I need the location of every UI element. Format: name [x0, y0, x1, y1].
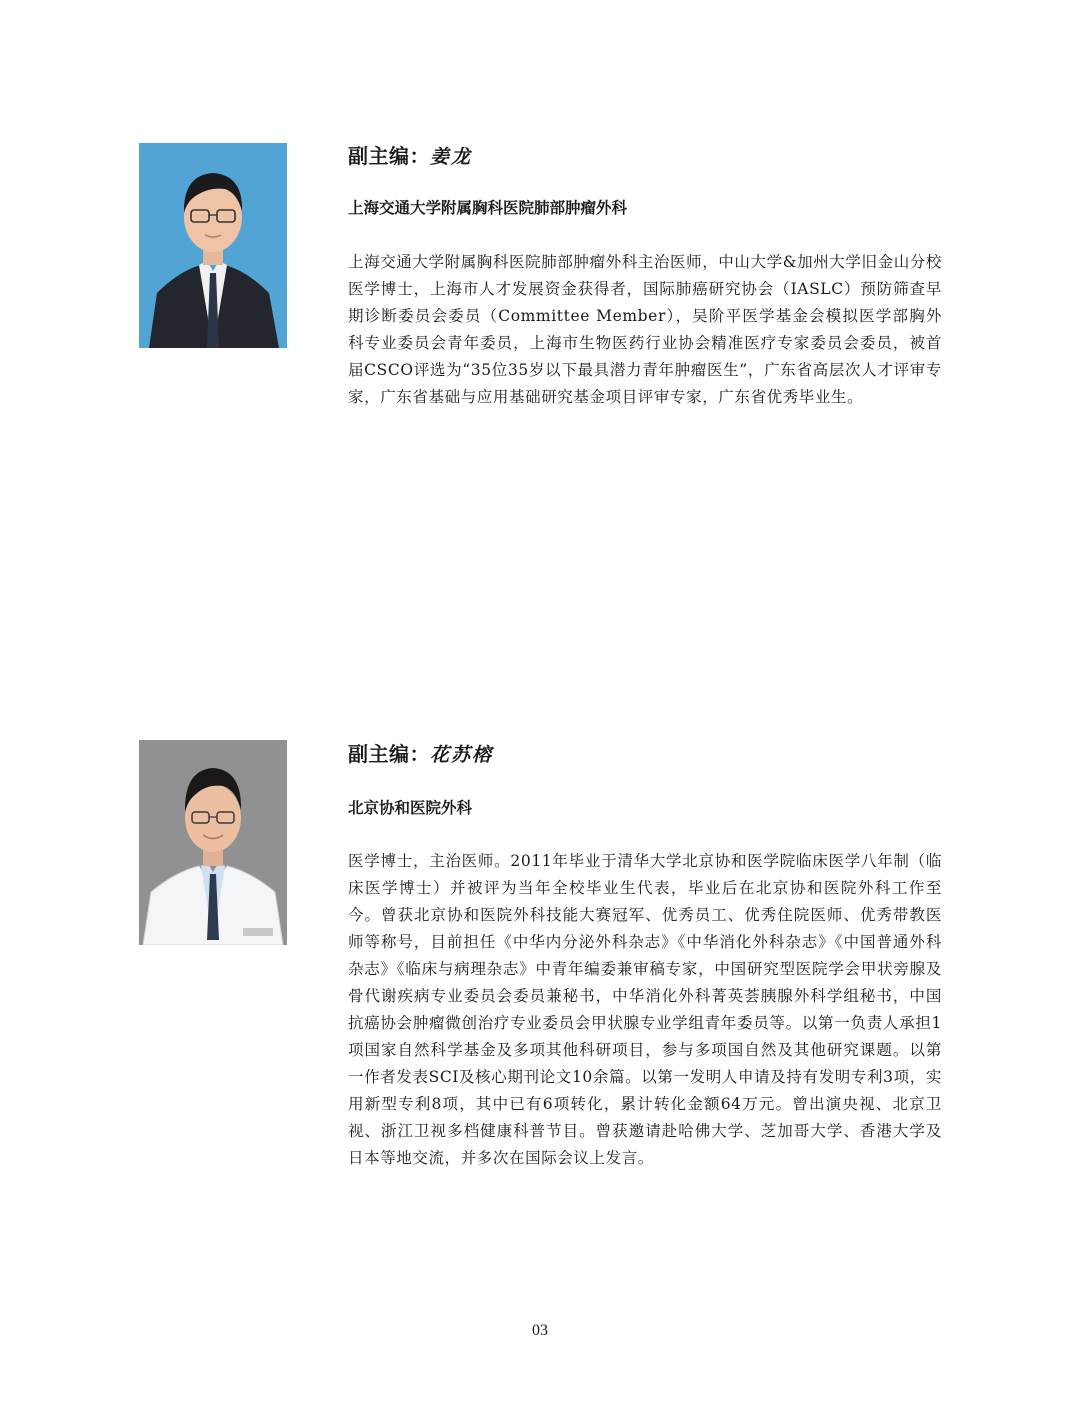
role-heading [348, 140, 472, 169]
role-heading [348, 738, 493, 767]
person-name: 花苏榕 [430, 744, 494, 766]
portrait-photo [139, 740, 287, 945]
biography-text: 上海交通大学附属胸科医院肺部肿瘤外科主治医师，中山大学&加州大学旧金山分校医学博士，上海市人才发展资金获得者，国际肺癌研究协会（IASLC）预防筛查早期诊断委员会委员（Committee Member），吴阶平医学基金会模拟医学部胸外科专业委员会青年委员，上海市生物医药行业协会精准医疗专家委员会委员，被首届CSCO评选为“35位35岁以下最具潜力青年肿瘤医生”，广东省高层次人才评审专家，广东省基础与应用基础研究基金项目评审专家，广东省优秀毕业生。 [348, 253, 942, 406]
affiliation: 上海交通大学附属胸科医院肺部肿瘤外科 [348, 199, 628, 217]
page-number: 03 [532, 1322, 548, 1339]
role-label: 副主编： [348, 742, 430, 766]
role-label: 副主编： [348, 144, 430, 168]
affiliation: 北京协和医院外科 [348, 799, 473, 817]
portrait-photo [139, 143, 287, 348]
person-name: 姜龙 [430, 146, 473, 168]
biography-text: 医学博士，主治医师。2011年毕业于清华大学北京协和医学院临床医学八年制（临床医学博士）并被评为当年全校毕业生代表，毕业后在北京协和医院外科工作至今。曾获北京协和医院外科技能大赛冠军、优秀员工、优秀住院医师、优秀带教医师等称号，目前担任《中华内分泌外科杂志》《中华消化外科杂志》《中国普通外科杂志》《临床与病理杂志》中青年编委兼审稿专家，中国研究型医院学会甲状旁腺及骨代谢疾病专业委员会委员兼秘书，中华消化外科菁英荟胰腺外科学组秘书，中国抗癌协会肿瘤微创治疗专业委员会甲状腺专业学组青年委员等。以第一负责人承担1项国家自然科学基金及多项其他科研项目，参与多项国自然及其他研究课题。以第一作者发表SCI及核心期刊论文10余篇。以第一发明人申请及持有发明专利3项，实用新型专利8项，其中已有6项转化，累计转化金额64万元。曾出演央视、北京卫视、浙江卫视多档健康科普节目。曾获邀请赴哈佛大学、芝加哥大学、香港大学及日本等地交流，并多次在国际会议上发言。 [348, 852, 942, 1167]
